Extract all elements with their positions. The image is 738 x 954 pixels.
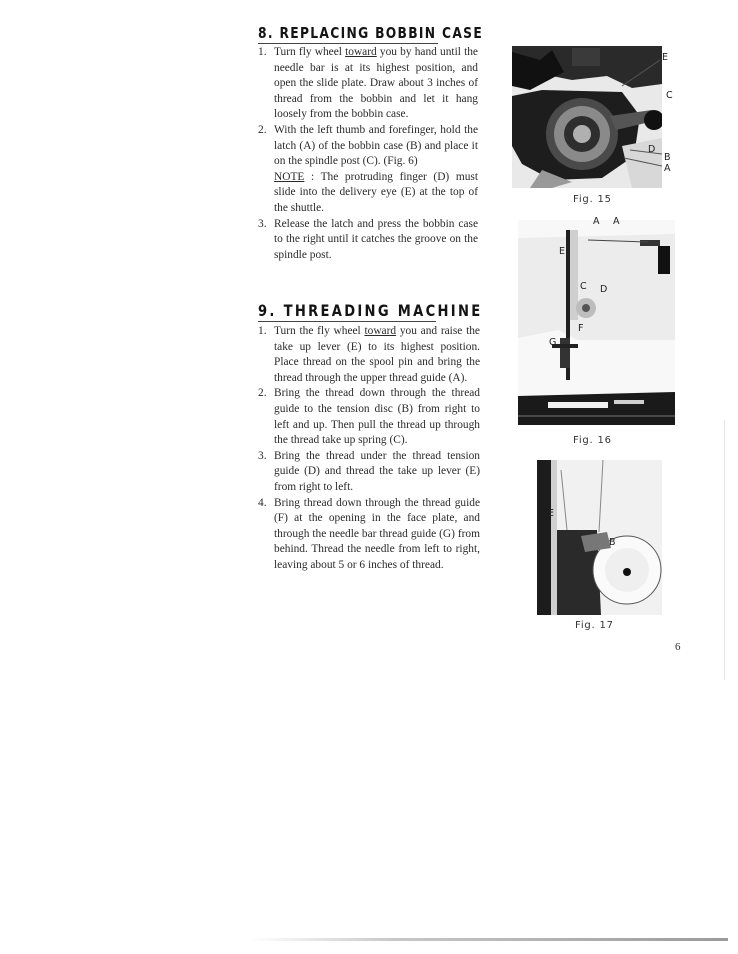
- scan-bottom-edge: [250, 938, 728, 941]
- step-text: Bring the thread down through the thread guide to the tension disc (B) from right to left and up. Then pull the thread up through the thread take up spring (C).: [274, 387, 480, 447]
- fig16-label-a1: A: [593, 216, 600, 227]
- step-text: Bring the thread under the thread tension guide (D) and thread the take up lever (E) from right to left.: [274, 449, 480, 493]
- fig15-label-a: A: [664, 163, 671, 174]
- fig15-label-d: D: [648, 144, 656, 155]
- threading-machine-illustration: [518, 220, 675, 425]
- page-edge-line: [724, 420, 725, 680]
- step-text: With the left thumb and forefinger, hold the latch (A) of the bobbin case (B) and place it on the spindle post (C). (Fig. 6): [274, 123, 478, 168]
- fig16-label-g: G: [549, 337, 557, 348]
- figure-15-photo: [512, 46, 662, 188]
- section-8-steps: [258, 45, 478, 263]
- bobbin-case-illustration: [512, 46, 662, 188]
- step-number: 4.: [258, 496, 267, 509]
- tension-disc-illustration: [537, 460, 662, 615]
- fig16-label-f: F: [578, 323, 584, 334]
- fig16-label-d: D: [600, 284, 608, 295]
- section-9-heading: 9. THREADING MACHINE: [258, 301, 483, 320]
- step-text: Turn fly wheel: [274, 46, 346, 58]
- step-number: 2.: [258, 387, 267, 400]
- figure-17-caption: Fig. 17: [575, 620, 614, 631]
- step-note: [274, 170, 478, 217]
- step-8-3: [258, 217, 478, 264]
- fig16-label-a2: A: [613, 216, 620, 227]
- fig16-label-e: E: [559, 246, 566, 257]
- step-9-4: [258, 496, 480, 574]
- step-8-1: [258, 45, 478, 123]
- figure-15-caption: Fig. 15: [573, 194, 612, 205]
- section-8-rule: [258, 43, 438, 44]
- step-text: you and raise the take up lever (E) to its highest position. Place thread on the spool pin and bring the thread through the upper thread guide (A).: [274, 325, 480, 384]
- step-text: you by hand until the needle bar is at its highest position, and open the slide plate. Draw about 3 inches of thread from the bobbin and let it hang loosely from the bobbin case.: [274, 46, 478, 121]
- step-number: 1.: [258, 46, 267, 58]
- figure-16-caption: Fig. 16: [573, 435, 612, 446]
- step-text: Bring thread down through the thread guide (F) at the opening in the face plate, and through the needle bar thread guide (G) from behind. Thread the needle from left to right, leaving about 5 or 6 inches of thread.: [274, 496, 480, 571]
- page-number: 6: [675, 641, 681, 653]
- step-text-underlined: toward: [364, 325, 397, 337]
- note-label: NOTE: [274, 170, 305, 183]
- step-number: 3.: [258, 449, 267, 462]
- step-9-2: [258, 386, 480, 448]
- step-9-3: [258, 449, 480, 496]
- step-number: 1.: [258, 325, 267, 337]
- step-8-2: [258, 123, 478, 217]
- fig15-label-e: E: [662, 52, 669, 63]
- step-text: Turn the fly wheel: [274, 325, 365, 337]
- fig17-label-b: B: [609, 537, 616, 548]
- step-number: 2.: [258, 123, 267, 136]
- step-number: 3.: [258, 217, 267, 230]
- figure-16-photo: [518, 220, 675, 425]
- fig15-label-b: B: [664, 152, 671, 163]
- fig15-label-c: C: [666, 90, 673, 101]
- step-9-1: [258, 324, 480, 386]
- section-9-rule: [258, 321, 436, 322]
- section-9-steps: [258, 324, 480, 574]
- figure-17-photo: [537, 460, 662, 615]
- section-8-heading: 8. REPLACING BOBBIN CASE: [258, 24, 484, 42]
- fig17-label-e: E: [548, 508, 555, 519]
- note-text: : The protruding finger (D) must slide into the delivery eye (E) at the top of the shuttle.: [274, 170, 478, 214]
- fig16-label-c: C: [580, 281, 587, 292]
- step-text-underlined: toward: [345, 46, 377, 58]
- step-text: Release the latch and press the bobbin case to the right until it catches the groove on the spindle post.: [274, 217, 478, 261]
